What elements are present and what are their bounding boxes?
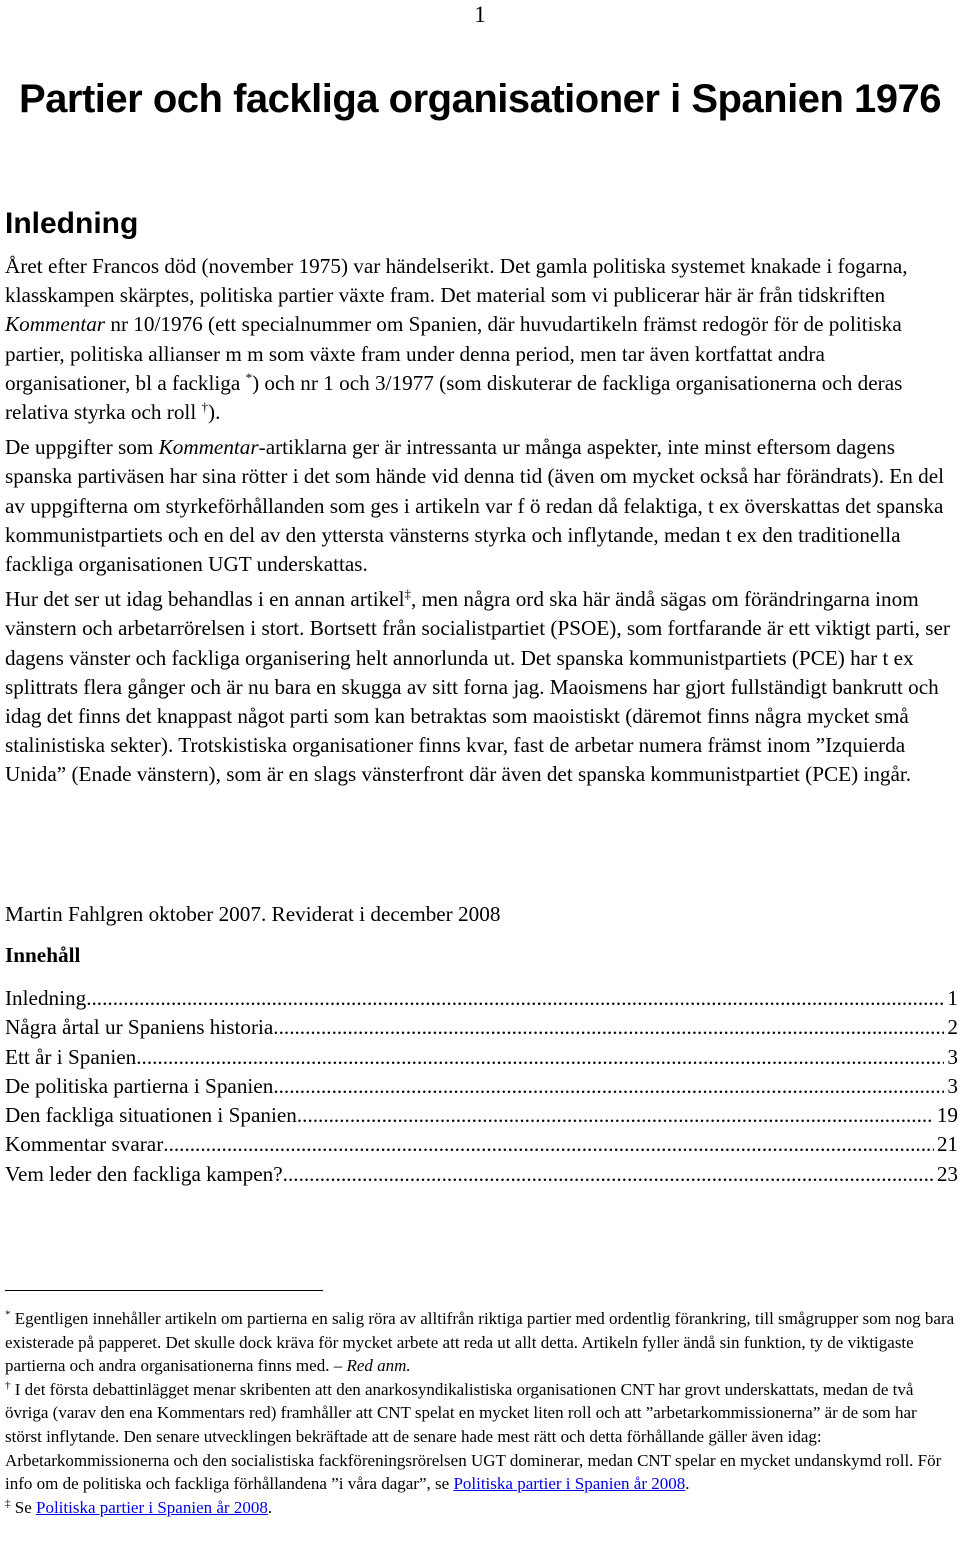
toc-entry-label: Kommentar svarar [5, 1132, 164, 1157]
footnote-text: Se [10, 1497, 36, 1517]
footnote-ref-1[interactable]: * [245, 369, 253, 385]
paragraph-sources [5, 433, 955, 579]
toc-entry-historia[interactable] [5, 1013, 958, 1042]
document-title: Partier och fackliga organisationer i Spanien 1976 [18, 77, 941, 121]
footnote-italic: Red anm. [346, 1356, 411, 1376]
toc-entry-label: Den fackliga situationen i Spanien [5, 1103, 297, 1128]
footnote-1 [5, 1307, 955, 1378]
author-line: Martin Fahlgren oktober 2007. Reviderat i december 2008 [5, 902, 501, 926]
footnote-ref-3[interactable]: ‡ [404, 586, 411, 602]
footnote-separator [5, 1290, 323, 1291]
toc-entry-partierna[interactable] [5, 1072, 958, 1101]
toc-entry-fackliga[interactable] [5, 1101, 958, 1130]
toc-entry-label: Några årtal ur Spaniens historia [5, 1015, 274, 1040]
toc-leader-dots [86, 984, 944, 1013]
toc-entry-label: Ett år i Spanien [5, 1044, 137, 1069]
toc-entry-page: 23 [936, 1161, 958, 1186]
toc-leader-dots [273, 1072, 944, 1101]
footnote-text: . [267, 1497, 273, 1517]
italic-journal-name: Kommentar [5, 312, 106, 337]
footnote-mark: * [5, 1308, 11, 1321]
text-run: ) och nr 1 och 3/1977 (som diskuterar de fackliga organisationerna och deras relativa styrka och roll [5, 370, 903, 425]
text-run: De uppgifter som [5, 435, 159, 460]
toc-entry-page: 3 [947, 1073, 958, 1098]
toc-entry-kommentar[interactable] [5, 1130, 958, 1159]
toc-leader-dots [283, 1160, 934, 1189]
toc-entry-page: 2 [947, 1015, 958, 1040]
text-run: Hur det ser ut idag behandlas i en annan artikel [5, 587, 405, 612]
italic-journal-name: Kommentar [158, 435, 259, 460]
section-heading: Inledning [5, 207, 139, 240]
toc-entry-label: De politiska partierna i Spanien [5, 1073, 274, 1098]
page-number: 1 [474, 2, 486, 27]
toc-leader-dots [297, 1101, 934, 1130]
toc-entry-inledning[interactable] [5, 984, 958, 1013]
body-text [5, 252, 955, 796]
toc-entry-page: 3 [947, 1044, 958, 1069]
footnote-mark: ‡ [5, 1497, 11, 1510]
toc-leader-dots [273, 1013, 944, 1042]
footnote-text: Egentligen innehåller artikeln om partierna en salig röra av alltifrån riktiga partier med ordentlig förankring, till smågrupper som nog bara existerade på papperet. Det skulle dock kräva för mycket arbete att reda ut allt detta. Artikeln fyller ändå sin funktion, ty de viktigaste partierna och andra organisationerna finns med. – [5, 1309, 955, 1376]
text-run: -artiklarna ger är intressanta ur många aspekter, inte minst eftersom dagens spanska partiväsen har sina rötter i det som hände vid denna tid (även om mycket också har förändrats). En del av uppgifterna om styrkeförhållanden som ges i artikeln var f ö redan då felaktiga, t ex överskattas det spanska kommunistpartiets och en del av den yttersta vänsterns styrka och inflytande, medan t ex den traditionella fackliga organisationen UGT underskattas. [5, 435, 945, 577]
footnote-ref-2[interactable]: † [201, 398, 209, 414]
link-politiska-partier-2008[interactable]: Politiska partier i Spanien år 2008 [453, 1474, 686, 1494]
toc-entry-page: 19 [936, 1103, 958, 1128]
paragraph-today [5, 585, 955, 789]
text-run: nr 10/1976 (ett specialnummer om Spanien, där huvudartikeln främst redogör för de politiska partier, politiska allianser m m som växte fram under denna period, men tar även kortfattat andra organisationer, bl a fackliga [5, 312, 902, 395]
toc-heading: Innehåll [5, 943, 81, 967]
toc-entry-vem-leder[interactable] [5, 1160, 958, 1189]
text-run: ). [208, 400, 221, 425]
footnote-text: . [685, 1474, 690, 1494]
toc-entry-label: Vem leder den fackliga kampen? [5, 1161, 283, 1186]
footnotes [5, 1307, 955, 1519]
footnote-3 [5, 1496, 955, 1520]
toc-entry-page: 21 [936, 1132, 958, 1157]
toc-leader-dots [163, 1130, 934, 1159]
table-of-contents [5, 984, 958, 1189]
text-run: , men några ord ska här ändå sägas om förändringarna inom vänstern och arbetarrörelsen i stort. Bortsett från socialistpartiet (PSOE), som fortfarande är ett viktigt parti, ser dagens vänster och fackliga organisering helt annorlunda ut. Det spanska kommunistpartiets (PCE) har t ex splittrats flera gånger och är nu bara en skugga av sitt forna jag. Maoismens har gjort fullständigt bankrutt och idag det finns det knappast något parti som kan betraktas som maoistiskt (däremot finns några mycket små stalinistiska sekter). Trotskistiska organisationer finns kvar, fast de arbetar numera främst inom ”Izquierda Unida” (Enade vänstern), som är en slags vänsterfront där även det spanska kommunistpartiet (PCE) ingår. [5, 587, 950, 787]
toc-entry-label: Inledning [5, 986, 87, 1010]
paragraph-intro [5, 252, 955, 427]
footnote-text: I det första debattinlägget menar skribenten att den anarkosyndikalistiska organisationen CNT har grovt underskattats, medan de två övriga (varav den ena Kommentars red) framhåller att CNT spelat en mycket liten roll och att ”arbetarkommissionerna” är de som har störst inflytande. Den senare utvecklingen bekräftade att de senare hade mest rätt och detta förhållande gäller även idag: Arbetarkommissionerna och den socialistiska fackföreningsrörelsen UGT dominerar, medan CNT spelar en mycket undanskymd roll. För info om de politiska och fackliga förhållandena ”i våra dagar”, se [5, 1379, 942, 1494]
footnote-mark: † [5, 1379, 11, 1392]
text-run: Året efter Francos död (november 1975) var händelserikt. Det gamla politiska systemet knakade i fogarna, klasskampen skärptes, politiska partier växte fram. Det material som vi publicerar här är från tidskriften [5, 254, 908, 308]
toc-entry-page: 1 [947, 986, 958, 1010]
toc-entry-ett-ar[interactable] [5, 1043, 958, 1072]
link-politiska-partier-2008[interactable]: Politiska partier i Spanien år 2008 [36, 1497, 268, 1517]
toc-leader-dots [136, 1043, 944, 1072]
footnote-2 [5, 1378, 955, 1496]
